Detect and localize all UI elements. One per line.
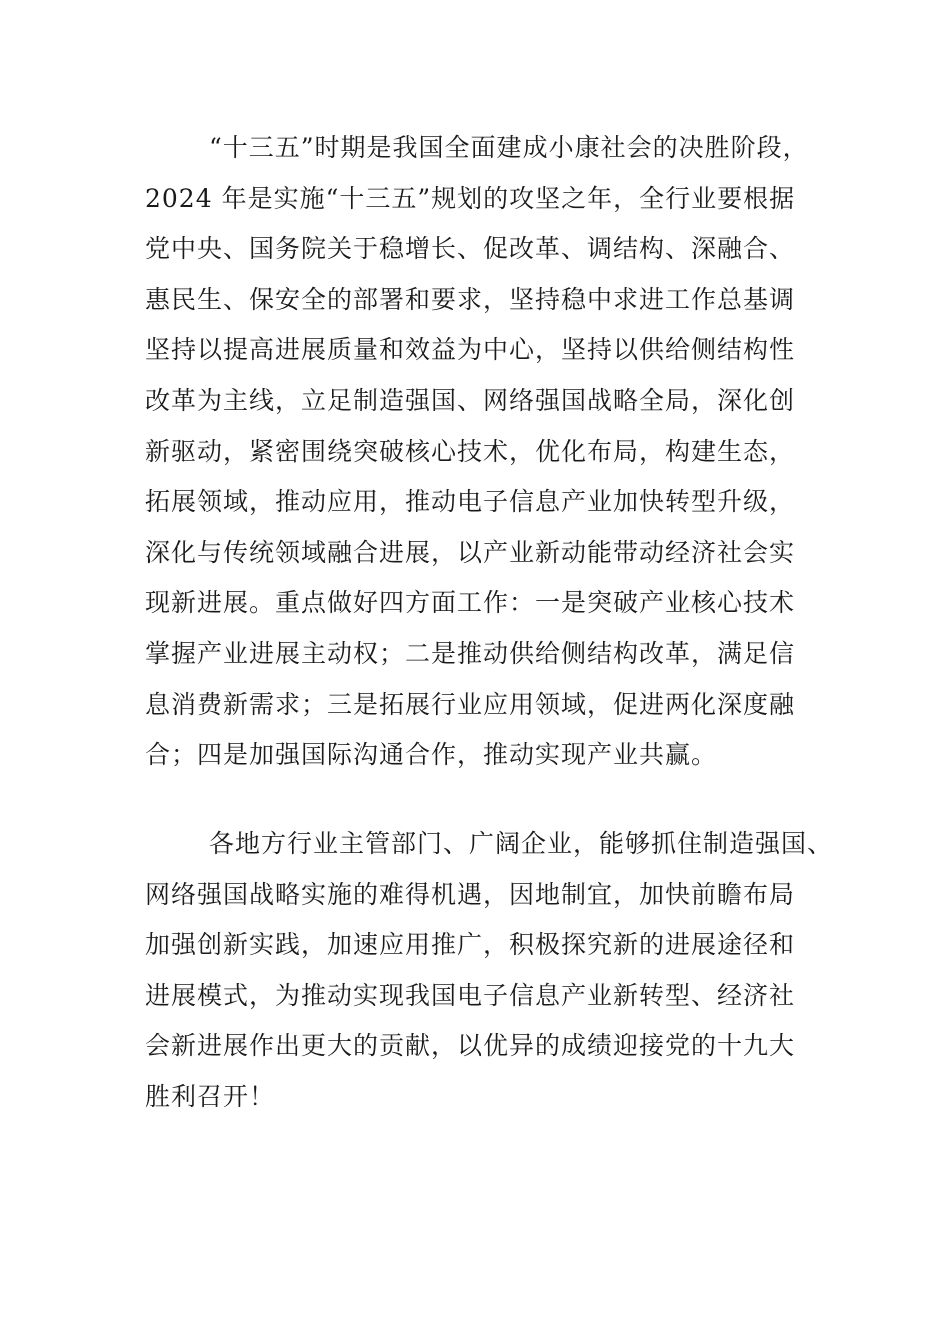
paragraph-1 (145, 123, 825, 781)
text-line: 网络强国战略实施的难得机遇，因地制宜，加快前瞻布局 (145, 879, 796, 909)
text-line: 进展模式，为推动实现我国电子信息产业新转型、经济社 (145, 980, 796, 1010)
text-line: 惠民生、保安全的部署和要求，坚持稳中求进工作总基调 (145, 284, 796, 314)
text-line: 现新进展。重点做好四方面工作：一是突破产业核心技术 (145, 588, 796, 618)
text-line: 改革为主线，立足制造强国、网络强国战略全局，深化创 (145, 385, 796, 415)
text-line: 2024 年是实施“十三五”规划的攻坚之年，全行业要根据 (145, 183, 796, 213)
text-line: 会新进展作出更大的贡献，以优异的成绩迎接党的十九大 (145, 1031, 796, 1061)
text-line: 新驱动，紧密围绕突破核心技术，优化布局，构建生态， (145, 436, 796, 466)
text-line: 党中央、国务院关于稳增长、促改革、调结构、深融合、 (145, 234, 796, 264)
text-line: 拓展领域，推动应用，推动电子信息产业加快转型升级， (145, 487, 796, 517)
paragraph-2 (145, 819, 834, 1123)
text-line: 深化与传统领域融合进展，以产业新动能带动经济社会实 (145, 537, 796, 567)
text-line: 息消费新需求；三是拓展行业应用领域，促进两化深度融 (145, 689, 796, 719)
text-line: “十三五”时期是我国全面建成小康社会的决胜阶段， (209, 133, 809, 162)
text-line: 各地方行业主管部门、广阔企业，能够抓住制造强国、 (209, 829, 834, 858)
text-line: 合；四是加强国际沟通合作，推动实现产业共赢。 (145, 740, 718, 770)
text-line: 加强创新实践，加速应用推广，积极探究新的进展途径和 (145, 930, 796, 960)
text-line: 掌握产业进展主动权；二是推动供给侧结构改革，满足信 (145, 638, 796, 668)
text-line: 坚持以提高进展质量和效益为中心，坚持以供给侧结构性 (145, 335, 796, 365)
text-line: 胜利召开！ (145, 1081, 276, 1111)
